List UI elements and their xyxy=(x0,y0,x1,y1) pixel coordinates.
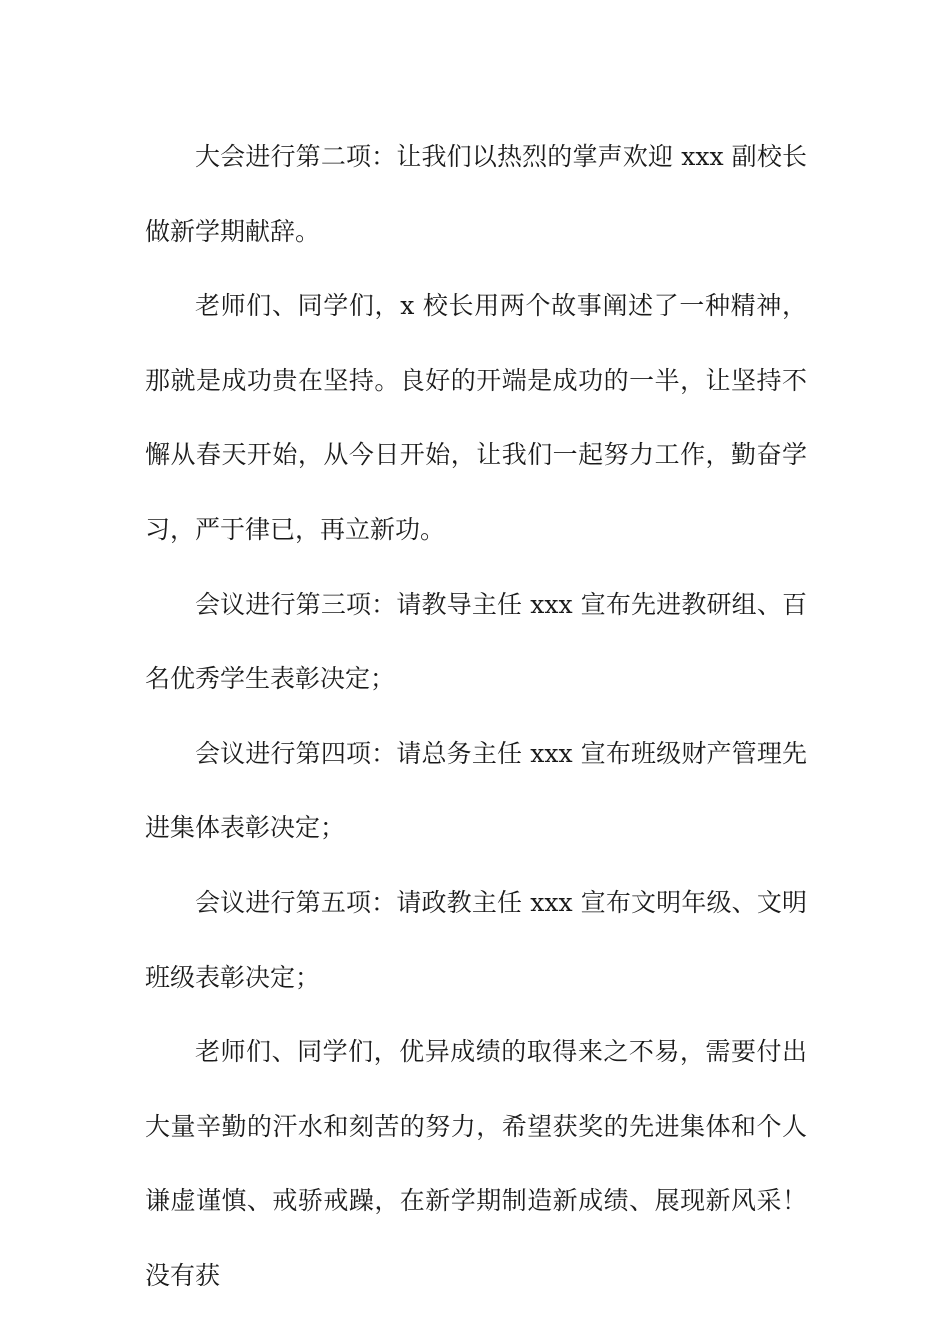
paragraph-item-3: 会议进行第三项：请教导主任 xxx 宣布先进教研组、百名优秀学生表彰决定； xyxy=(145,589,807,694)
paragraph-closing: 老师们、同学们，优异成绩的取得来之不易，需要付出大量辛勤的汗水和刻苦的努力，希望获奖的先进集体和个人谦虚谨慎、戒骄戒躁，在新学期制造新成绩、展现新风采！没有获 xyxy=(145,1037,807,1290)
paragraph-speech-summary: 老师们、同学们，x 校长用两个故事阐述了一种精神，那就是成功贵在坚持。良好的开端是成功的一半，让坚持不懈从春天开始，从今日开始，让我们一起努力工作，勤奋学习，严于律已，再立新功。 xyxy=(145,291,807,544)
paragraph-item-4: 会议进行第四项：请总务主任 xxx 宣布班级财产管理先进集体表彰决定； xyxy=(145,738,807,843)
document-body xyxy=(145,120,807,1314)
paragraph-item-2: 大会进行第二项：让我们以热烈的掌声欢迎 xxx 副校长做新学期献辞。 xyxy=(145,142,807,246)
paragraph-item-5: 会议进行第五项：请政教主任 xxx 宣布文明年级、文明班级表彰决定； xyxy=(145,887,807,992)
